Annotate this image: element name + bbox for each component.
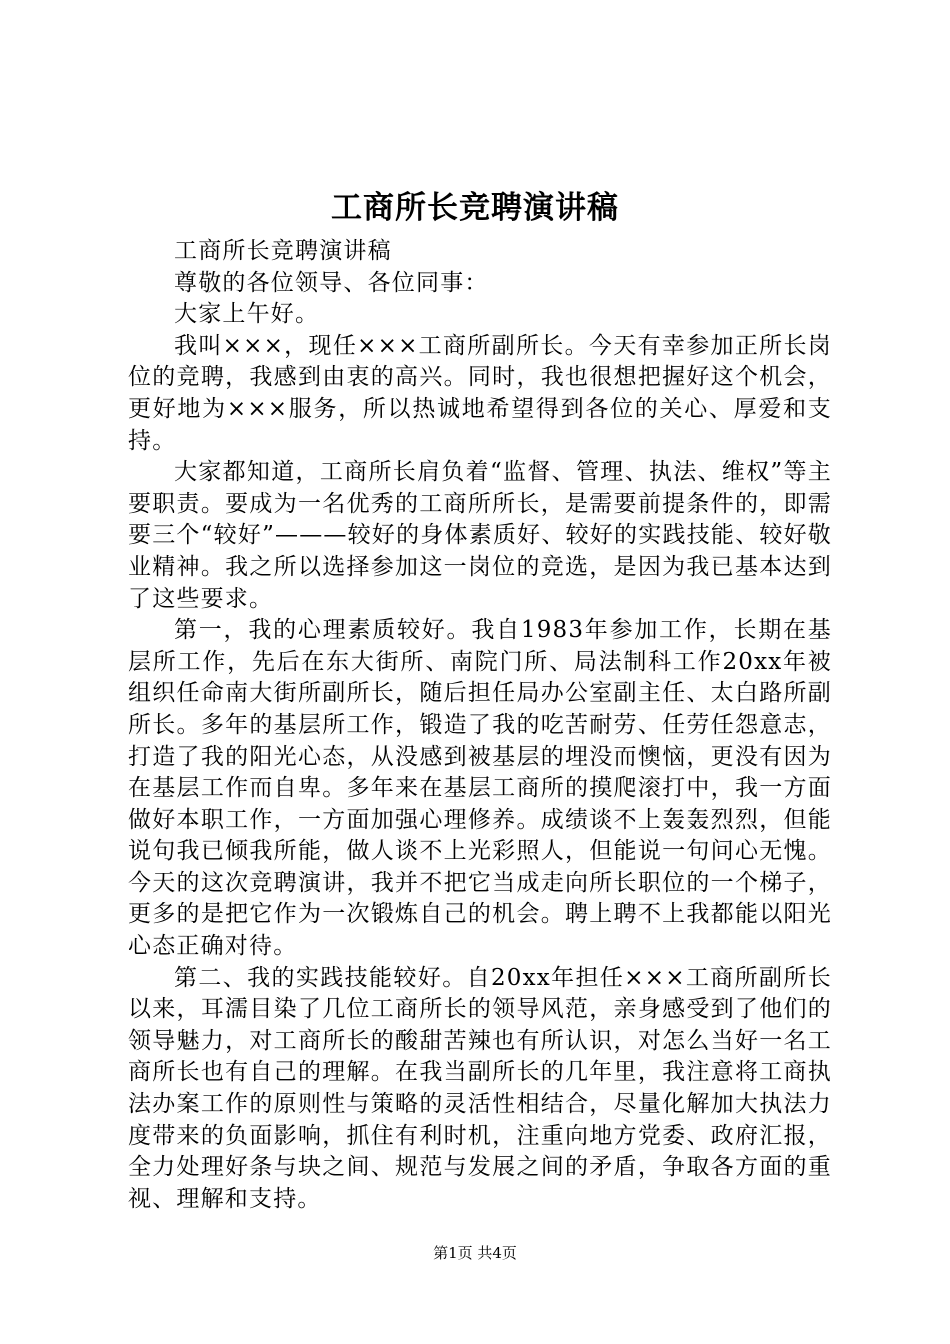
page-footer: 第1页 共4页 bbox=[433, 1244, 517, 1262]
paragraph-greeting: 大家上午好。 bbox=[174, 301, 320, 328]
paragraph-introduction: 我叫×××，现任×××工商所副所长。今天有幸参加正所长岗位的竞聘，我感到由衷的高兴。同时，我也很想把握好这个机会，更好地为×××服务，所以热诚地希望得到各位的关心、厚爱和支持。 bbox=[128, 332, 832, 454]
paragraph-point-one: 第一，我的心理素质较好。我自1983年参加工作，长期在基层所工作，先后在东大街所、南院门所、局法制科工作20xx年被组织任命南大街所副所长，随后担任局办公室副主任、太白路所副所长。多年的基层所工作，锻造了我的吃苦耐劳、任劳任怨意志，打造了我的阳光心态，从没感到被基层的埋没而懊恼，更没有因为在基层工作而自卑。多年来在基层工商所的摸爬滚打中，我一方面做好本职工作，一方面加强心理修养。成绩谈不上轰轰烈烈，但能说句我已倾我所能，做人谈不上光彩照人，但能说一句问心无愧。今天的这次竞聘演讲，我并不把它当成走向所长职位的一个梯子，更多的是把它作为一次锻炼自己的机会。聘上聘不上我都能以阳光心态正确对待。 bbox=[128, 617, 832, 960]
document-title: 工商所长竞聘演讲稿 bbox=[331, 190, 619, 226]
paragraph-point-two: 第二、我的实践技能较好。自20xx年担任×××工商所副所长以来，耳濡目染了几位工商所长的领导风范，亲身感受到了他们的领导魅力，对工商所长的酸甜苦辣也有所认识，对怎么当好一名工商所长也有自己的理解。在我当副所长的几年里，我注意将工商执法办案工作的原则性与策略的灵活性相结合，尽量化解加大执法力度带来的负面影响，抓住有利时机，注重向地方党委、政府汇报，全力处理好条与块之间、规范与发展之间的矛盾，争取各方面的重视、理解和支持。 bbox=[128, 964, 832, 1212]
paragraph-heading: 工商所长竞聘演讲稿 bbox=[174, 238, 392, 264]
paragraph-duties: 大家都知道，工商所长肩负着“监督、管理、执法、维权”等主要职责。要成为一名优秀的工商所所长，是需要前提条件的，即需要三个“较好”———较好的身体素质好、较好的实践技能、较好敬业精神。我之所以选择参加这一岗位的竞选，是因为我已基本达到了这些要求。 bbox=[128, 459, 832, 612]
document-body bbox=[128, 236, 832, 1215]
paragraph-salutation: 尊敬的各位领导、各位同事： bbox=[174, 269, 489, 296]
